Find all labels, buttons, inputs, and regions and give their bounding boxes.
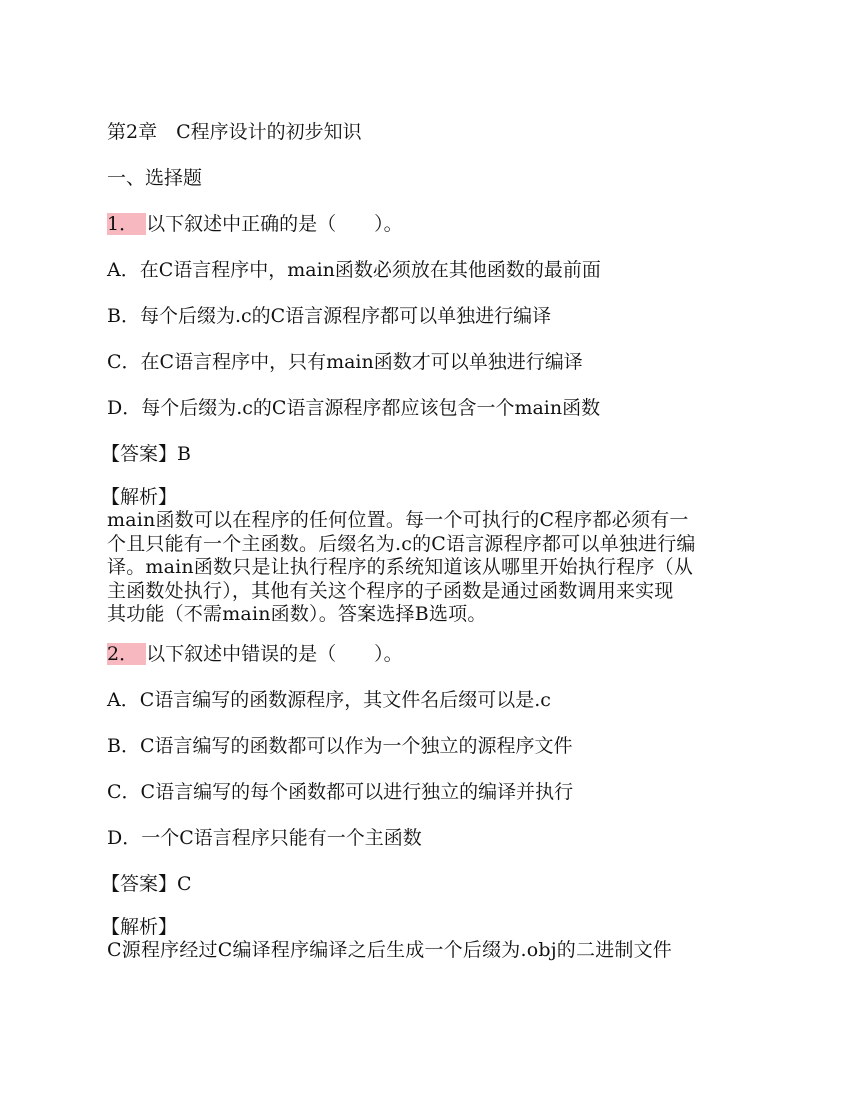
explanation-text	[107, 509, 747, 627]
section-title: 一、选择题	[107, 167, 203, 189]
explanation-line: main函数可以在程序的任何位置。每一个可执行的C程序都必须有一	[107, 509, 689, 531]
question-text: 以下叙述中错误的是（ ）。	[146, 642, 403, 665]
option-a: A．在C语言程序中，main函数必须放在其他函数的最前面	[107, 259, 601, 281]
explanation-line: 主函数处执行），其他有关这个程序的子函数是通过函数调用来实现	[107, 579, 674, 602]
explanation-line: 个且只能有一个主函数。后缀名为.c的C语言源程序都可以单独进行编	[107, 532, 696, 555]
explanation-line: C源程序经过C编译程序编译之后生成一个后缀为.obj的二进制文件	[107, 938, 673, 961]
question-stem	[107, 209, 747, 239]
option-b: B．C语言编写的函数都可以作为一个独立的源程序文件	[107, 734, 573, 757]
option-b: B．每个后缀为.c的C语言源程序都可以单独进行编译	[107, 305, 552, 327]
option-d: D．每个后缀为.c的C语言源程序都应该包含一个main函数	[107, 397, 601, 419]
question-text: 以下叙述中正确的是（ ）。	[146, 213, 403, 235]
question-number-highlight: 2．	[107, 643, 146, 665]
explanation-label: 【解析】	[101, 486, 178, 508]
option-c: C．C语言编写的每个函数都可以进行独立的编译并执行	[107, 780, 574, 803]
explanation-label: 【解析】	[101, 915, 178, 938]
option-d: D．一个C语言程序只能有一个主函数	[107, 826, 422, 849]
explanation-text	[107, 939, 747, 963]
question-2	[101, 639, 747, 963]
option-c: C．在C语言程序中，只有main函数才可以单独进行编译	[107, 351, 583, 373]
explanation-line: 其功能（不需main函数）。答案选择B选项。	[107, 603, 487, 625]
chapter-title: 第2章 C程序设计的初步知识	[107, 121, 362, 143]
answer: 【答案】C	[101, 872, 192, 895]
question-1	[101, 209, 747, 627]
document-page	[101, 117, 747, 962]
question-number-highlight: 1．	[107, 213, 146, 235]
question-stem	[107, 639, 747, 669]
answer: 【答案】B	[101, 443, 191, 465]
explanation-line: 译。main函数只是让执行程序的系统知道该从哪里开始执行程序（从	[107, 556, 694, 578]
option-a: A．C语言编写的函数源程序，其文件名后缀可以是.c	[107, 688, 551, 711]
